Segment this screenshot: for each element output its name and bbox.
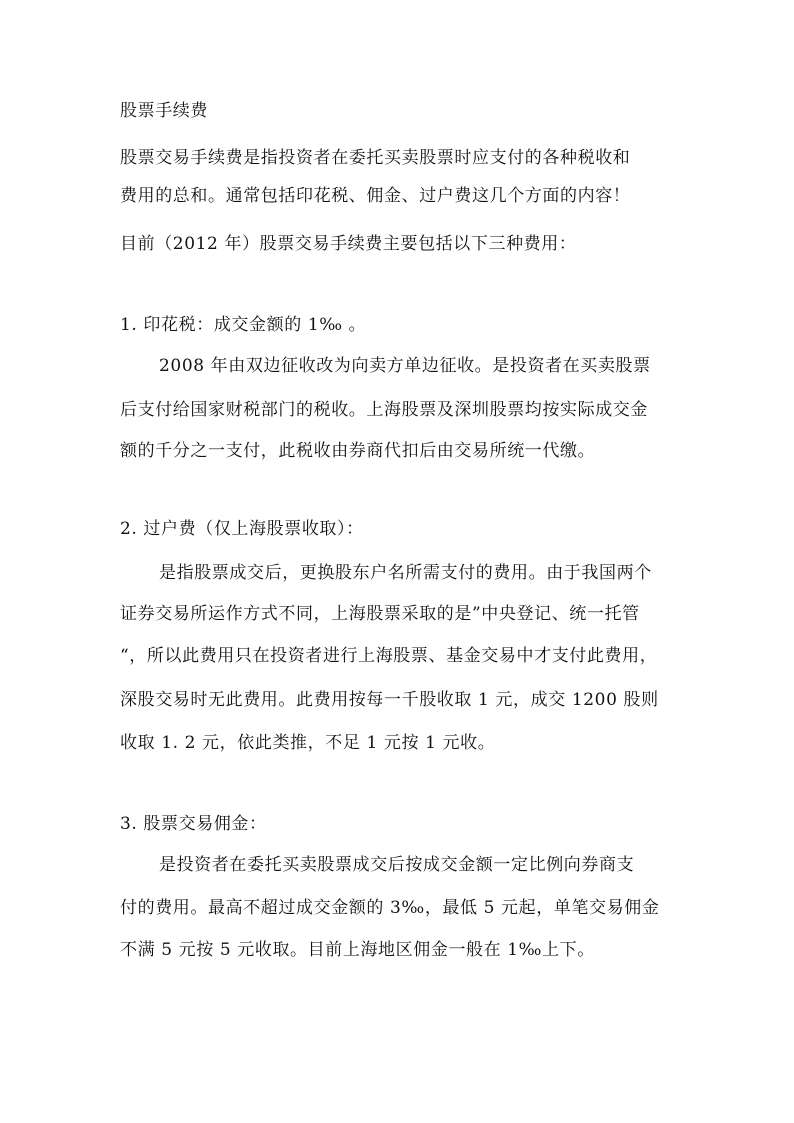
- section-paragraph-line: 2008 年由双边征收改为向卖方单边征收。是投资者在买卖股票: [159, 356, 651, 376]
- section-paragraph-line: 后支付给国家财税部门的税收。上海股票及深圳股票均按实际成交金: [120, 400, 648, 420]
- intro-line: 目前（2012 年）股票交易手续费主要包括以下三种费用：: [120, 234, 577, 254]
- section-paragraph-line: 收取 1. 2 元，依此类推，不足 1 元按 1 元收。: [120, 733, 496, 753]
- section-paragraph-line: 额的千分之一支付，此税收由券商代扣后由交易所统一代缴。: [120, 441, 596, 461]
- section-paragraph-line: 证券交易所运作方式不同，上海股票采取的是”中央登记、统一托管: [120, 604, 640, 624]
- intro-line: 股票交易手续费是指投资者在委托买卖股票时应支付的各种税收和: [120, 148, 631, 168]
- section-paragraph-line: 是指股票成交后，更换股东户名所需支付的费用。由于我国两个: [159, 563, 652, 583]
- section-paragraph-line: 是投资者在委托买卖股票成交后按成交金额一定比例向券商支: [159, 855, 635, 875]
- section-paragraph-line: 不满 5 元按 5 元收取。目前上海地区佣金一般在 1‰上下。: [120, 940, 595, 960]
- section-heading-transfer-fee: 2. 过户费（仅上海股票收取）：: [120, 519, 364, 539]
- section-paragraph-line: 付的费用。最高不超过成交金额的 3‰，最低 5 元起，单笔交易佣金: [120, 898, 660, 918]
- section-heading-stamp-tax: 1. 印花税：成交金额的 1‰ 。: [120, 315, 367, 335]
- section-heading-commission: 3. 股票交易佣金：: [120, 814, 267, 834]
- document-title: 股票手续费: [120, 101, 208, 121]
- section-paragraph-line: 深股交易时无此费用。此费用按每一千股收取 1 元，成交 1200 股则: [120, 690, 659, 710]
- intro-line: 费用的总和。通常包括印花税、佣金、过户费这几个方面的内容！: [120, 186, 631, 206]
- section-paragraph-line: “，所以此费用只在投资者进行上海股票、基金交易中才支付此费用，: [120, 646, 658, 666]
